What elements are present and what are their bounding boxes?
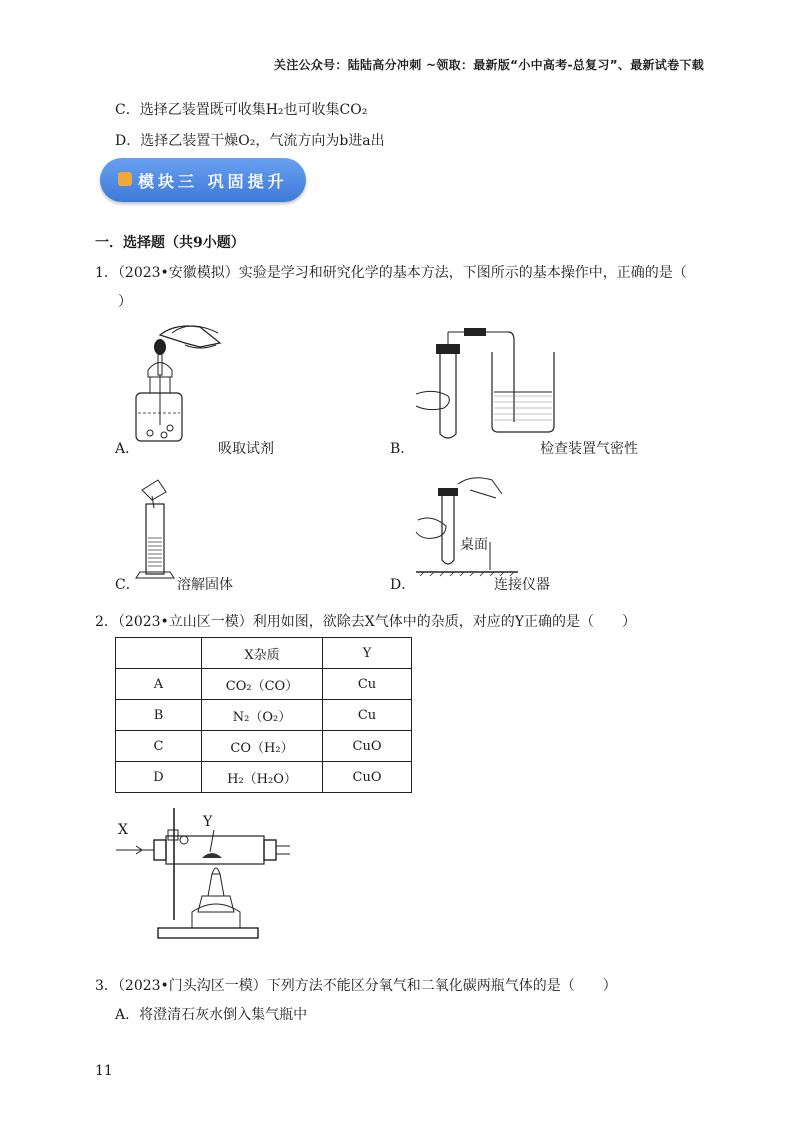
q1-option-a-caption: 吸取试剂 — [218, 441, 274, 457]
table-cell: C — [116, 731, 202, 762]
table-header-cell: Y — [323, 638, 412, 669]
q1-stem: 1．（2023•安徽模拟）实验是学习和研究化学的基本方法，下图所示的基本操作中，正确的是（ — [95, 265, 687, 281]
table-cell: Cu — [323, 700, 412, 731]
connect-instrument-figure — [412, 470, 522, 578]
table-cell: CO（H₂） — [202, 731, 323, 762]
table-cell: CuO — [323, 762, 412, 793]
table-cell: Cu — [323, 669, 412, 700]
q1-option-d-letter: D． — [390, 577, 416, 593]
q3-option-a: A．将澄清石灰水倒入集气瓶中 — [115, 1007, 308, 1023]
q3-stem: 3．（2023•门头沟区一模）下列方法不能区分氧气和二氧化碳两瓶气体的是（ ） — [95, 978, 617, 994]
q2-stem: 2．（2023•立山区一模）利用如图，欲除去X气体中的杂质，对应的Y正确的是（ ） — [95, 614, 637, 630]
table-cell: CuO — [323, 731, 412, 762]
table-row — [116, 731, 412, 762]
table-cell: A — [116, 669, 202, 700]
table-cell: CO₂（CO） — [202, 669, 323, 700]
dropper-bottle-figure — [130, 315, 230, 445]
gas-purification-apparatus — [112, 800, 292, 945]
table-cell: H₂（H₂O） — [202, 762, 323, 793]
table-header-cell: X杂质 — [202, 638, 323, 669]
table-cell: B — [116, 700, 202, 731]
table-cell: N₂（O₂） — [202, 700, 323, 731]
page-number: 11 — [95, 1063, 113, 1079]
q1-option-c-caption: 溶解固体 — [177, 577, 233, 593]
table-row — [116, 762, 412, 793]
desk-surface-label: 桌面 — [460, 537, 488, 553]
medal-icon — [118, 172, 132, 186]
q1-option-c-letter: C． — [115, 577, 140, 593]
q1-option-b-caption: 检查装置气密性 — [540, 441, 638, 457]
label-y: Y — [203, 814, 213, 830]
airtight-check-figure — [408, 322, 578, 442]
q1-option-b-letter: B． — [390, 441, 415, 457]
table-header-row — [116, 638, 412, 669]
table-row — [116, 700, 412, 731]
module-banner — [100, 158, 306, 202]
section-title: 一．选择题（共9小题） — [95, 235, 245, 251]
q2-table — [115, 637, 412, 793]
graduated-cylinder-figure — [132, 478, 192, 583]
q1-option-d-caption: 连接仪器 — [494, 577, 550, 593]
option-d-prev: D．选择乙装置干燥O₂，气流方向为b进a出 — [115, 133, 385, 149]
q1-option-a-letter: A． — [115, 441, 140, 457]
q1-stem-close: ） — [118, 294, 132, 310]
table-header-cell — [116, 638, 202, 669]
table-row — [116, 669, 412, 700]
label-x: X — [118, 822, 128, 838]
option-c-prev: C．选择乙装置既可收集H₂也可收集CO₂ — [115, 102, 368, 118]
table-cell: D — [116, 762, 202, 793]
page-header: 关注公众号：陆陆高分冲刺 ~领取：最新版“小中高考-总复习”、最新试卷下载 — [273, 58, 704, 72]
banner-title: 模块三 巩固提升 — [138, 172, 288, 191]
